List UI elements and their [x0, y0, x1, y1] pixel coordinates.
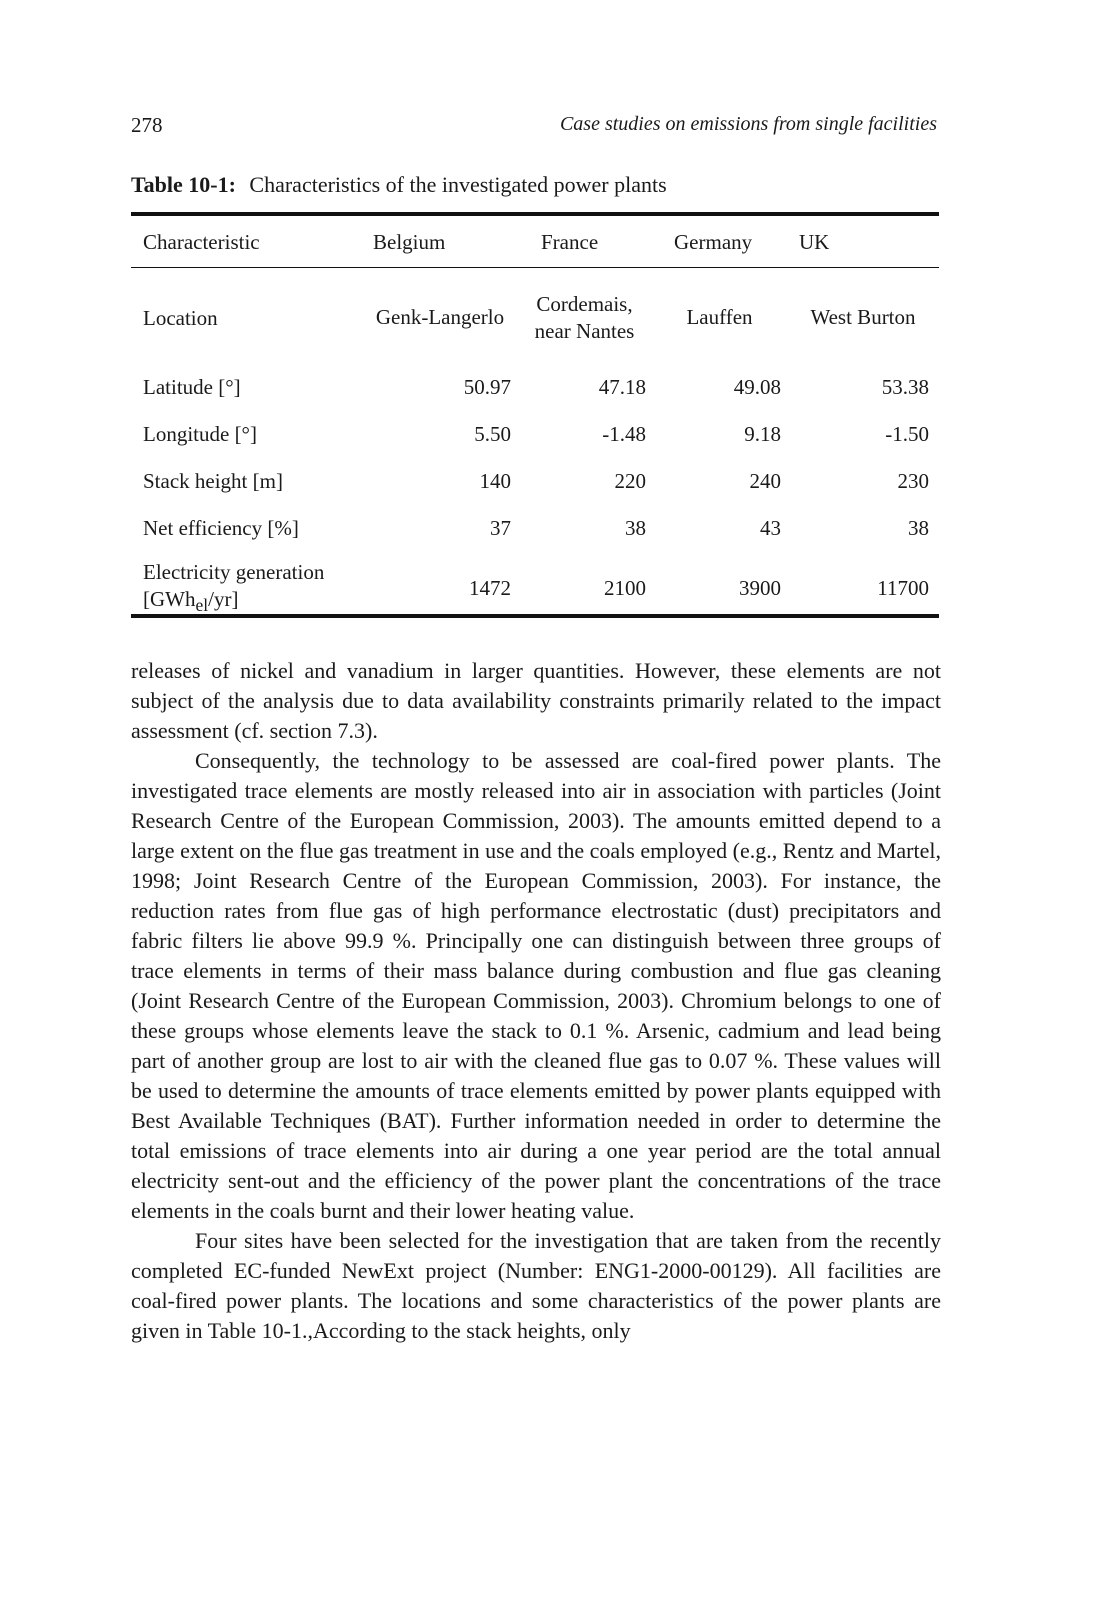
unit-suffix: /yr] — [208, 587, 239, 612]
row-label: Latitude [°] — [143, 375, 241, 399]
table-cell: 3900 — [739, 575, 781, 600]
characteristics-table — [131, 220, 939, 624]
table-cell: -1.48 — [602, 422, 646, 446]
table-row-electricity-generation — [131, 552, 939, 624]
table-cell — [517, 264, 652, 364]
table-cell: 230 — [897, 469, 929, 493]
table-cell: 38 — [625, 516, 646, 540]
table-cell: 240 — [749, 469, 781, 493]
row-label: Longitude [°] — [143, 422, 257, 446]
row-label: Net efficiency [%] — [143, 516, 299, 540]
table-cell: 38 — [908, 516, 929, 540]
table-cell: 43 — [760, 516, 781, 540]
table-cell: 37 — [490, 516, 511, 540]
table-row-latitude — [131, 364, 939, 411]
table-cell: -1.50 — [885, 422, 929, 446]
table-cell: 53.38 — [881, 375, 929, 399]
paragraph: Four sites have been selected for the investigation that are taken from the recently completed EC-funded NewExt project (Number: ENG1-2000-00129). All facilities are coal-fired power plants. The locations and some characteristics of the power plants are given in Table 10-1.,According to the stack heights, only — [131, 1228, 941, 1343]
cell-line: near Nantes — [534, 319, 635, 343]
table-caption-text: Characteristics of the investigated power plants — [249, 172, 667, 197]
table-row-net-efficiency — [131, 505, 939, 552]
table-caption — [131, 172, 667, 198]
column-header: UK — [799, 229, 830, 254]
table-row-stack-height — [131, 458, 939, 505]
table-cell: 2100 — [604, 575, 646, 600]
table-cell: 49.08 — [733, 375, 781, 399]
row-label: Stack height [m] — [143, 469, 283, 493]
table-cell: Lauffen — [686, 305, 753, 330]
row-label: Location — [143, 305, 218, 330]
column-header: Characteristic — [143, 229, 260, 254]
table-cell: 11700 — [877, 575, 929, 600]
table-cell: 140 — [479, 469, 511, 493]
table-header-row — [131, 220, 939, 264]
table-cell: 9.18 — [744, 422, 781, 446]
row-label-line: Electricity generation — [143, 559, 325, 584]
column-header: Germany — [674, 229, 753, 254]
table-cell: 47.18 — [598, 375, 646, 399]
paragraph: Consequently, the technology to be assessed are coal-fired power plants. The investigated trace elements are mostly released into air in association with particles (Joint Research Centre of the European Commission, 2003). The amounts emitted depend to a large extent on the flue gas treatment in use and the coals employed (e.g., Rentz and Martel, 1998; Joint Research Centre of the European Commission, 2003). For instance, the reduction rates from flue gas of high performance electrostatic (dust) precipitators and fabric filters lie above 99.9 %. Principally one can distinguish between three groups of trace elements in terms of their mass balance during combustion and flue gas cleaning (Joint Research Centre of the European Commission, 2003). Chromium belongs to one of these groups whose elements leave the stack to 0.1 %. Arsenic, cadmium and lead being part of another group are lost to air with the cleaned flue gas to 0.07 %. These values will be used to determine the amounts of trace elements emitted by power plants equipped with Best Available Techniques (BAT). Further information needed in order to determine the total emissions of trace elements into air during a one year period are the total annual electricity sent-out and the efficiency of the power plant the concentrations of the trace elements in the coals burnt and their lower heating value. — [131, 748, 941, 1223]
paragraph: releases of nickel and vanadium in larger quantities. However, these elements are not subject of the analysis due to data availability constraints primarily related to the impact assessment (cf. section 7.3). — [131, 658, 941, 743]
table-cell: 50.97 — [463, 375, 511, 399]
unit-subscript: el — [195, 595, 209, 616]
column-header: Belgium — [373, 229, 446, 254]
column-header: France — [541, 229, 599, 254]
table-cell: 220 — [614, 469, 646, 493]
table-cell: West Burton — [810, 305, 916, 330]
table-row-longitude — [131, 411, 939, 458]
running-header: Case studies on emissions from single facilities — [559, 113, 937, 135]
table-cell: Genk-Langerlo — [375, 305, 505, 330]
cell-line: Cordemais, — [536, 291, 633, 316]
table-top-rule — [131, 212, 939, 216]
table-caption-label: Table 10-1: — [131, 172, 236, 197]
table-cell: 5.50 — [474, 422, 511, 446]
row-label — [131, 552, 363, 624]
row-label-unit — [143, 587, 239, 616]
table-row-location — [131, 264, 939, 364]
table-cell: 1472 — [469, 575, 511, 600]
unit-prefix: [GWh — [143, 587, 196, 612]
page-number: 278 — [131, 113, 163, 137]
body-text — [131, 656, 941, 1346]
